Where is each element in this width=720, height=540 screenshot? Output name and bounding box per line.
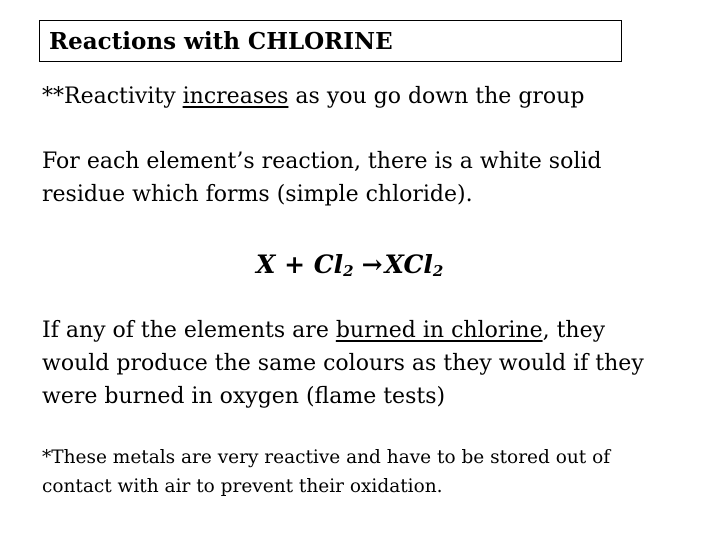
equation-product-subscript: 2 — [432, 262, 444, 280]
equation-reactant: X + Cl — [256, 250, 344, 279]
burned-line-3: were burned in oxygen (flame tests) — [42, 384, 446, 409]
burned-prefix: If any of the elements are — [42, 318, 336, 343]
equation-product: XCl — [384, 250, 433, 279]
equation-reactant-subscript: 2 — [343, 262, 354, 280]
burned-line-2: would produce the same colours as they would if they — [42, 351, 644, 376]
title-box — [39, 20, 622, 62]
reactivity-suffix: as you go down the group — [288, 84, 585, 109]
reactivity-prefix: **Reactivity — [42, 84, 183, 109]
burned-line-1 — [42, 318, 605, 343]
note-line-2: contact with air to prevent their oxidation. — [42, 476, 443, 497]
note-line-1: *These metals are very reactive and have to be stored out of — [42, 447, 611, 468]
chemical-equation — [256, 250, 443, 280]
residue-line-1: For each element’s reaction, there is a white solid — [42, 149, 602, 174]
reactivity-line — [42, 84, 584, 109]
arrow-right-icon: → — [361, 250, 383, 279]
burned-emphasis: burned in chlorine — [335, 318, 543, 343]
page-title: Reactions with CHLORINE — [49, 28, 393, 55]
reactivity-emphasis: increases — [182, 84, 289, 109]
burned-suffix: , they — [542, 318, 606, 343]
residue-line-2: residue which forms (simple chloride). — [42, 182, 473, 207]
